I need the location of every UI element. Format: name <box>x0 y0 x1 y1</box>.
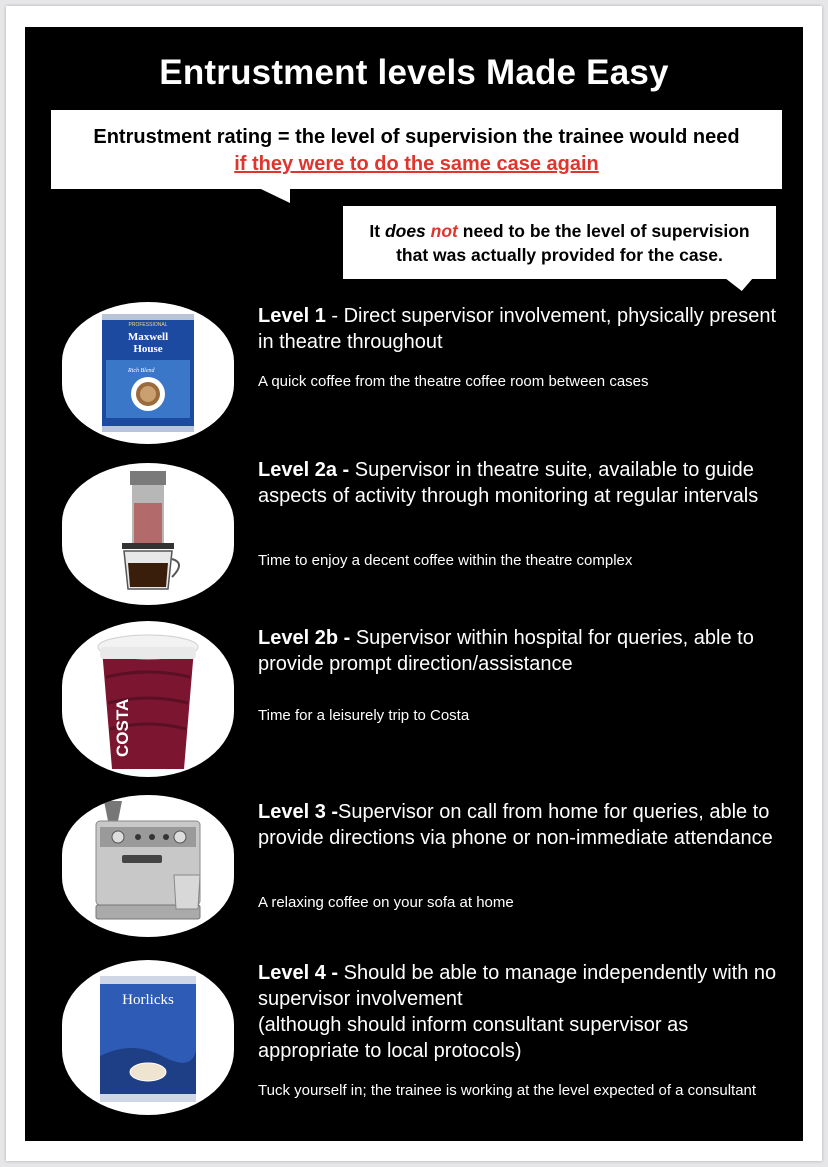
level-1-coffee: A quick coffee from the theatre coffee room between cases <box>258 373 649 390</box>
costa-cup-image <box>62 621 234 777</box>
svg-text:House: House <box>133 343 163 355</box>
note-does: does <box>384 221 426 241</box>
note-line2: that was actually provided for the case. <box>396 245 723 265</box>
svg-text:PROFESSIONAL: PROFESSIONAL <box>128 322 168 328</box>
level-4-main: Level 4 - Should be able to manage independently with no supervisor involvement <box>258 962 777 1010</box>
definition-text: Entrustment rating = the level of supervision the trainee would need <box>93 126 740 148</box>
note-line1: It does not need to be the level of supervision <box>369 221 750 241</box>
level-2a-coffee: Time to enjoy a decent coffee within the theatre complex <box>258 552 633 569</box>
level-4-label: Level 4 - <box>258 962 339 984</box>
poster <box>25 27 803 1141</box>
svg-text:Rich Blend: Rich Blend <box>128 368 155 374</box>
svg-text:Horlicks: Horlicks <box>122 992 174 1008</box>
note-callout <box>343 206 776 279</box>
level-1-description: Level 1 - Direct supervisor involvement, physically present in theatre throughout <box>258 305 777 353</box>
level-3-description: Level 3 -Supervisor on call from home for queries, able to provide directions via phone or non-immediate attendance <box>258 801 773 849</box>
level-3-coffee: A relaxing coffee on your sofa at home <box>258 894 514 911</box>
level-1-label: Level 1 <box>258 305 326 327</box>
level-2a-label: Level 2a - <box>258 459 350 481</box>
horlicks-tin-image <box>62 960 234 1115</box>
level-4-description <box>258 960 778 1064</box>
definition-emphasis: if they were to do the same case again <box>234 153 599 175</box>
poster-title: Entrustment levels Made Easy <box>159 53 669 92</box>
definition-callout <box>51 110 782 189</box>
level-2a-description: Level 2a - Supervisor in theatre suite, available to guide aspects of activity through monitoring at regular intervals <box>258 459 759 507</box>
definition-callout-tail <box>230 188 290 203</box>
svg-text:COSTA: COSTA <box>113 698 132 757</box>
level-2b-label: Level 2b - <box>258 627 351 649</box>
espresso-machine-image <box>62 795 234 937</box>
level-3-label: Level 3 - <box>258 801 339 823</box>
level-4-caveat: (although should inform consultant supervisor as appropriate to local protocols) <box>258 1014 689 1062</box>
note-not: not <box>430 221 458 241</box>
level-2b-description: Level 2b - Supervisor within hospital for queries, able to provide prompt direction/assistance <box>258 627 754 675</box>
aeropress-image <box>62 463 234 605</box>
level-2b-coffee: Time for a leisurely trip to Costa <box>258 707 470 724</box>
svg-text:Maxwell: Maxwell <box>127 331 169 343</box>
level-4-coffee: Tuck yourself in; the trainee is working at the level expected of a consultant <box>258 1082 757 1099</box>
maxwell-house-tin-image <box>62 302 234 444</box>
note-callout-tail <box>725 278 753 291</box>
